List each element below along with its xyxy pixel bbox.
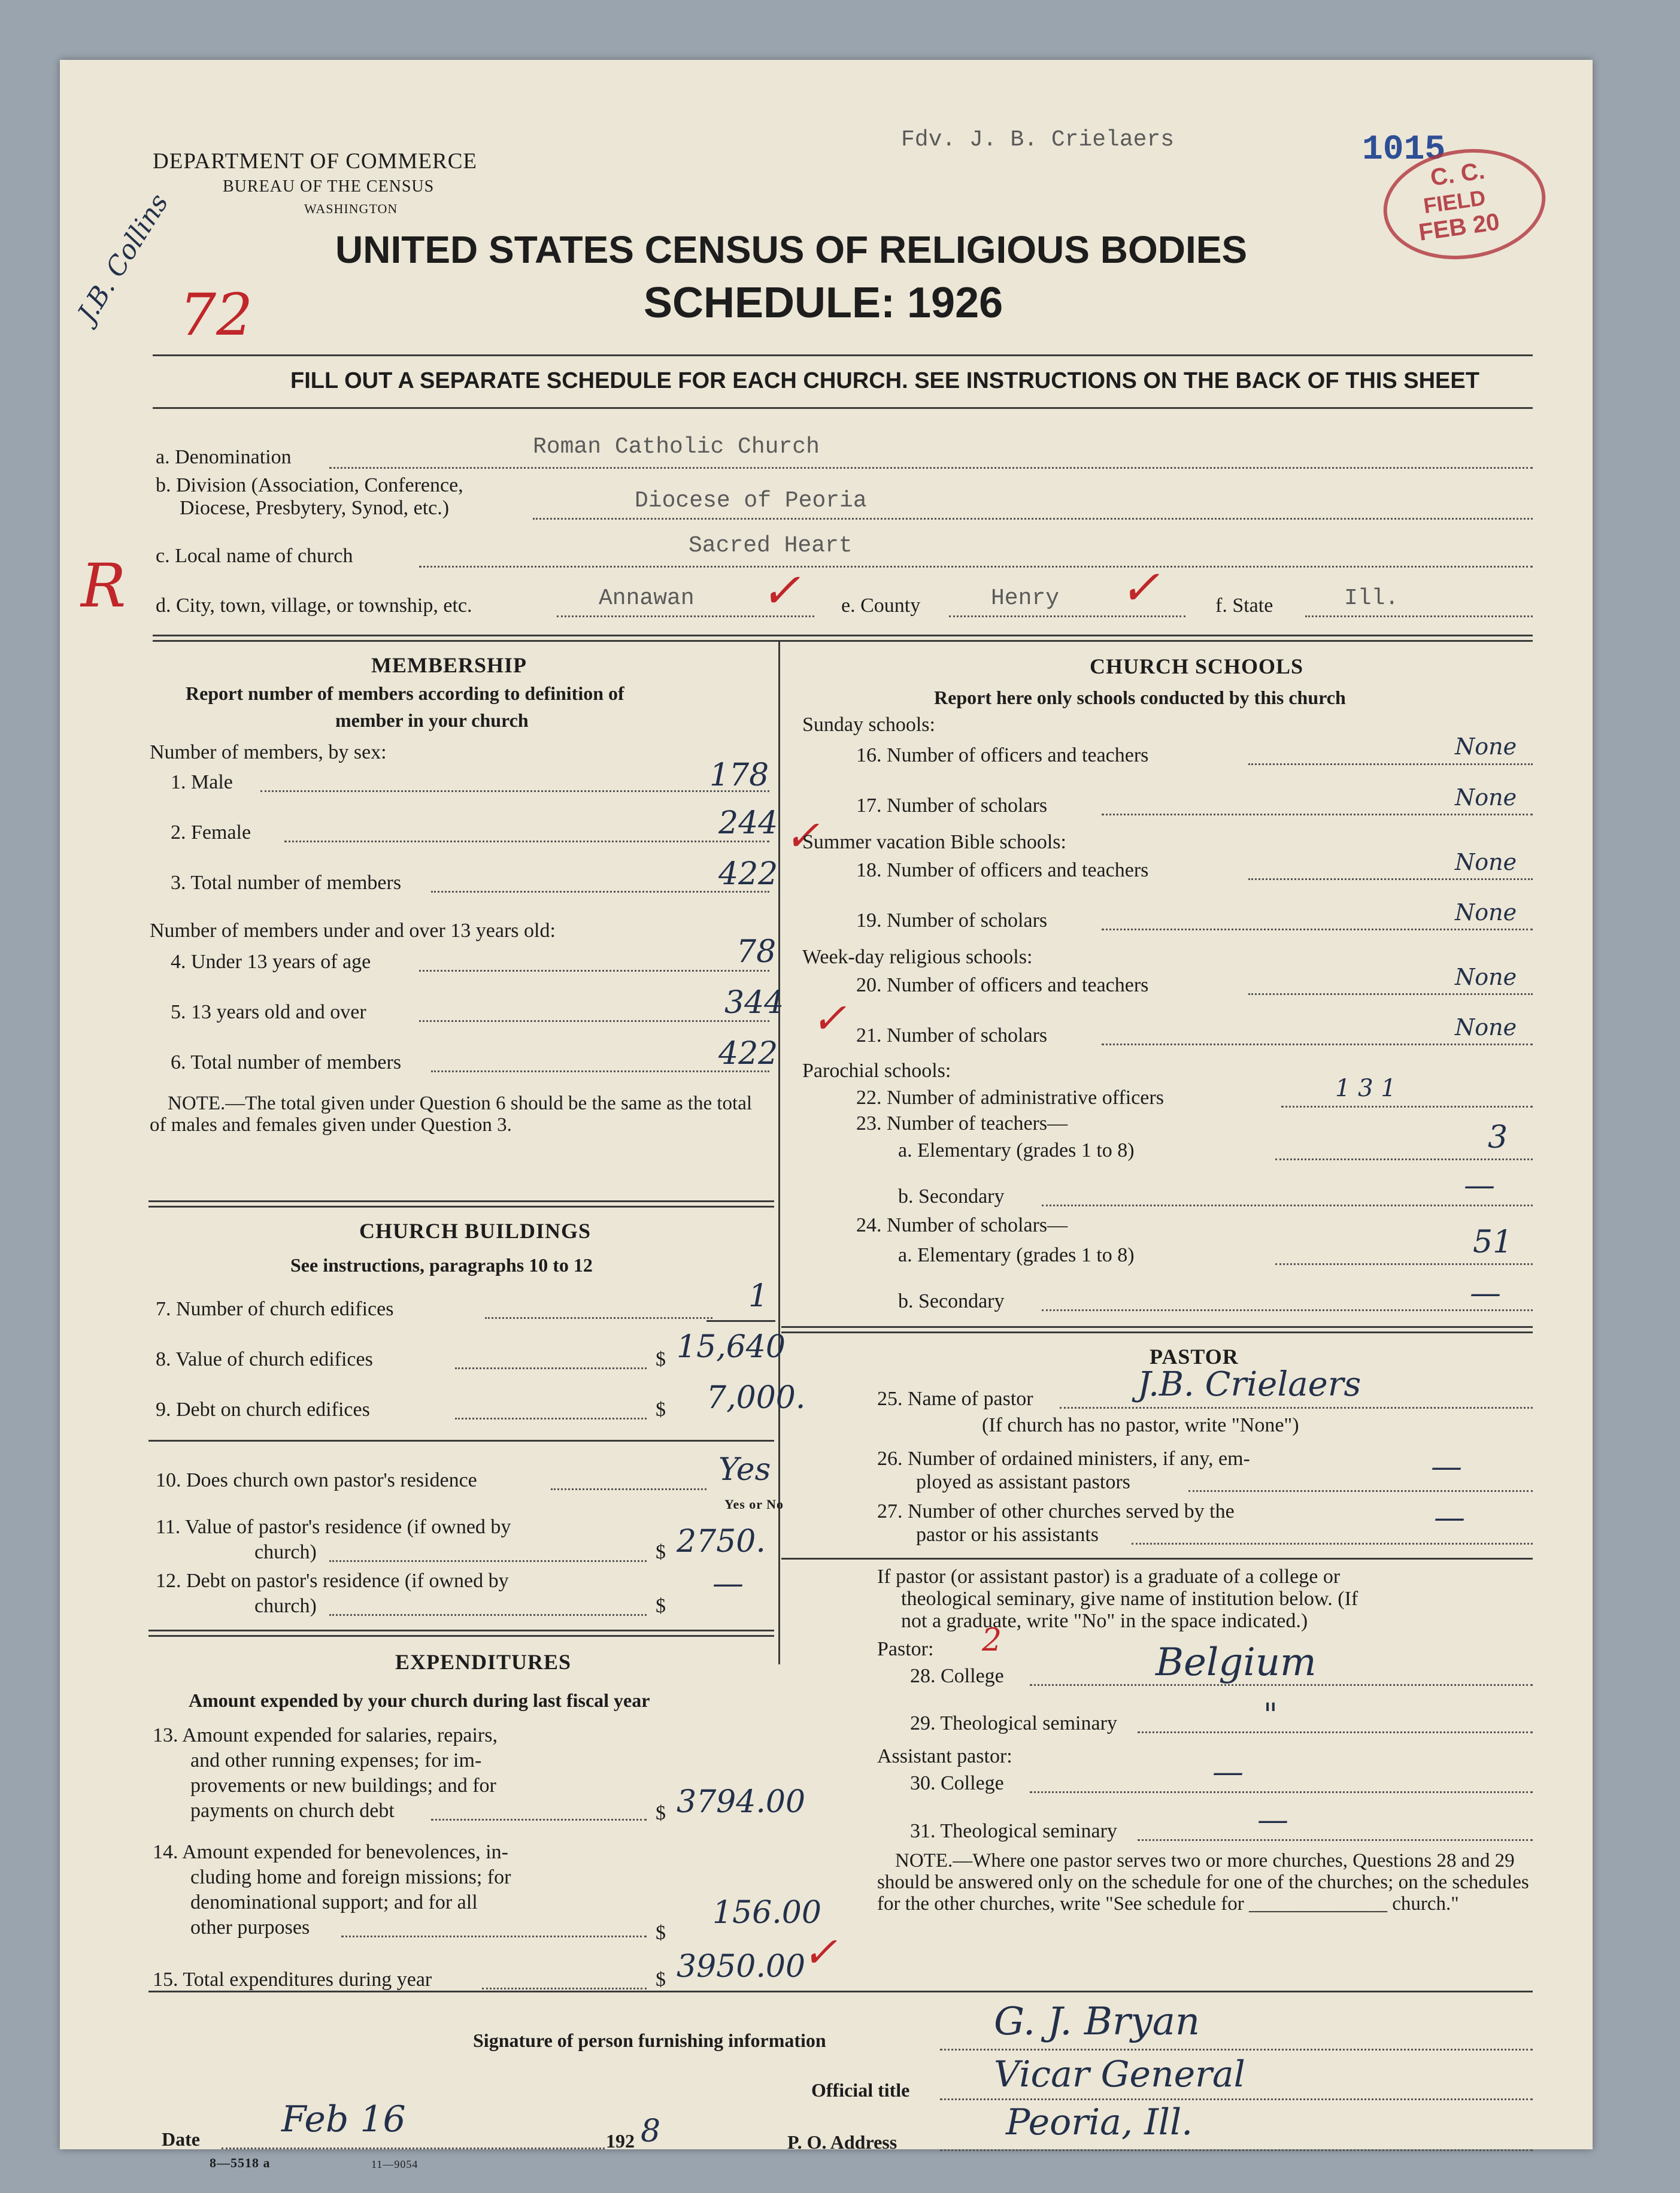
dollar-sign: $ xyxy=(656,1968,666,1991)
dotted-line xyxy=(1030,1791,1533,1793)
q14-label-2: cluding home and foreign missions; for xyxy=(190,1866,511,1888)
q14-label-1: 14. Amount expended for benevolences, in- xyxy=(153,1841,508,1863)
q12-label: 12. Debt on pastor's residence (if owned by xyxy=(156,1570,509,1592)
weekday-schools-label: Week-day religious schools: xyxy=(802,946,1033,968)
date-label: Date xyxy=(162,2128,200,2150)
q19-label: 19. Number of scholars xyxy=(856,909,1048,932)
red-check-mark: ✓ xyxy=(802,1928,838,1977)
q23b-label: b. Secondary xyxy=(898,1185,1005,1208)
q31-label: 31. Theological seminary xyxy=(910,1820,1117,1842)
dotted-line xyxy=(419,970,769,972)
census-schedule-sheet xyxy=(60,60,1593,2170)
assistant-pastor-label: Assistant pastor: xyxy=(877,1745,1012,1767)
q10-label: 10. Does church own pastor's residence xyxy=(156,1469,477,1491)
dotted-line xyxy=(419,566,1533,568)
po-address-label: P. O. Address xyxy=(787,2131,897,2153)
answer-line xyxy=(706,1320,775,1322)
q3-label: 3. Total number of members xyxy=(171,872,402,894)
dotted-line xyxy=(940,2049,1533,2051)
divider xyxy=(781,1558,1533,1560)
official-title-value: Vicar General xyxy=(994,2054,1245,2095)
divider xyxy=(153,407,1533,409)
q15-value: 3950.00 xyxy=(677,1949,806,1985)
dotted-line xyxy=(1275,1263,1533,1265)
q30-value: — xyxy=(1212,1754,1244,1790)
q20-value: None xyxy=(1455,964,1517,990)
dotted-line xyxy=(1275,1158,1533,1160)
parochial-schools-label: Parochial schools: xyxy=(802,1060,951,1082)
membership-subheading: Report number of members according to definition of xyxy=(186,683,624,704)
dotted-line xyxy=(1188,1490,1533,1492)
state-value: Ill. xyxy=(1344,586,1399,611)
yes-or-no-hint: Yes or No xyxy=(724,1497,784,1512)
dotted-line xyxy=(260,790,769,792)
dotted-line xyxy=(1281,1106,1533,1108)
q26-label-1: 26. Number of ordained ministers, if any, em- xyxy=(877,1448,1250,1470)
membership-subheading-2: member in your church xyxy=(335,709,529,731)
q9-label: 9. Debt on church edifices xyxy=(156,1399,370,1421)
section-divider xyxy=(781,1326,1533,1333)
graduate-instruction-3: not a graduate, write "No" in the space indicated.) xyxy=(901,1610,1308,1632)
q8-label: 8. Value of church edifices xyxy=(156,1348,373,1370)
q12-label-2: church) xyxy=(254,1595,317,1617)
dotted-line xyxy=(341,1936,647,1937)
division-label-2: Diocese, Presbytery, Synod, etc.) xyxy=(180,497,450,519)
q11-value: 2750. xyxy=(677,1524,766,1560)
q6-value: 422 xyxy=(718,1036,778,1072)
dotted-line xyxy=(485,1317,712,1319)
form-subtitle: SCHEDULE: 1926 xyxy=(644,279,1003,327)
divider xyxy=(153,354,1533,356)
q11-label: 11. Value of pastor's residence (if owned by xyxy=(156,1516,511,1538)
dotted-line xyxy=(1305,615,1533,617)
division-label: b. Division (Association, Conference, xyxy=(156,474,463,496)
dotted-line xyxy=(222,2147,605,2149)
dotted-line xyxy=(1042,1205,1533,1206)
q13-value: 3794.00 xyxy=(677,1784,806,1820)
q5-label: 5. 13 years old and over xyxy=(171,1001,366,1023)
po-address-value: Peoria, Ill. xyxy=(1006,2101,1193,2143)
graduate-instruction-2: theological seminary, give name of institution below. (If xyxy=(901,1588,1358,1610)
q2-value: 244 xyxy=(718,805,778,841)
q2-label: 2. Female xyxy=(171,821,251,844)
by-age-label: Number of members under and over 13 years old: xyxy=(150,920,556,942)
dotted-line xyxy=(1132,1543,1533,1545)
dotted-line xyxy=(455,1418,647,1419)
city-label: d. City, town, village, or township, etc. xyxy=(156,594,472,617)
dotted-line xyxy=(551,1488,706,1490)
q26-label-2: ployed as assistant pastors xyxy=(916,1471,1130,1493)
q6-label: 6. Total number of members xyxy=(171,1051,402,1073)
q13-label-4: payments on church debt xyxy=(190,1800,395,1822)
q19-value: None xyxy=(1455,899,1517,926)
q27-label-2: pastor or his assistants xyxy=(916,1524,1099,1546)
red-review-mark: R xyxy=(81,551,126,621)
denomination-value: Roman Catholic Church xyxy=(533,434,820,460)
q14-label-4: other purposes xyxy=(190,1916,310,1939)
signature-label: Signature of person furnishing information xyxy=(473,2030,826,2051)
dollar-sign: $ xyxy=(656,1922,666,1944)
q5-value: 344 xyxy=(724,985,784,1021)
schools-heading: CHURCH SCHOOLS xyxy=(1090,654,1304,678)
buildings-heading: CHURCH BUILDINGS xyxy=(359,1219,592,1243)
q12-value: — xyxy=(712,1566,744,1601)
dotted-line xyxy=(940,2098,1533,2100)
received-stamp: C. C. FIELD FEB 20 xyxy=(1376,139,1553,269)
form-instruction: FILL OUT A SEPARATE SCHEDULE FOR EACH CHURCH. SEE INSTRUCTIONS ON THE BACK OF THIS SHEET xyxy=(290,368,1479,393)
q25-value: J.B. Crielaers xyxy=(1138,1365,1361,1404)
pastor-label: Pastor: xyxy=(877,1638,934,1660)
q9-value: 7,000. xyxy=(706,1380,806,1416)
q13-label-3: provements or new buildings; and for xyxy=(190,1775,496,1797)
section-divider xyxy=(148,1630,774,1637)
q26-value: — xyxy=(1431,1449,1462,1485)
form-number: 8—5518 a xyxy=(210,2155,271,2170)
denomination-label: a. Denomination xyxy=(156,446,292,468)
q23a-value: 3 xyxy=(1488,1120,1508,1155)
expenditures-heading: EXPENDITURES xyxy=(395,1650,572,1674)
q24b-label: b. Secondary xyxy=(898,1290,1005,1312)
red-check-mark: ✓ xyxy=(760,563,801,618)
q7-value: 1 xyxy=(748,1278,769,1314)
dotted-line xyxy=(419,1020,769,1022)
county-value: Henry xyxy=(991,586,1060,611)
q16-value: None xyxy=(1455,733,1517,760)
department-name: DEPARTMENT OF COMMERCE xyxy=(153,149,477,174)
q21-value: None xyxy=(1455,1014,1517,1041)
summer-schools-label: Summer vacation Bible schools: xyxy=(802,831,1066,853)
local-name-label: c. Local name of church xyxy=(156,545,353,567)
pastor-heading: PASTOR xyxy=(1150,1345,1239,1369)
dotted-line xyxy=(1102,1044,1533,1045)
section-divider xyxy=(153,635,1533,642)
buildings-subheading: See instructions, paragraphs 10 to 12 xyxy=(290,1254,593,1276)
q24b-value: — xyxy=(1470,1275,1501,1311)
typed-pastor-name: Fdv. J. B. Crielaers xyxy=(901,127,1175,153)
dotted-line xyxy=(1060,1407,1533,1409)
q28-value: Belgium xyxy=(1156,1640,1317,1685)
q18-value: None xyxy=(1455,849,1517,875)
dotted-line xyxy=(1102,929,1533,930)
dotted-line xyxy=(1248,763,1533,765)
date-value: Feb 16 xyxy=(281,2098,406,2140)
red-tally-number: 72 xyxy=(180,281,253,348)
q22-value: 1 3 1 xyxy=(1335,1075,1396,1102)
dollar-sign: $ xyxy=(656,1595,666,1617)
q25-note: (If church has no pastor, write "None") xyxy=(982,1414,1299,1436)
serial-number: 1015 xyxy=(1362,131,1446,169)
graduate-instruction-1: If pastor (or assistant pastor) is a graduate of a college or xyxy=(877,1566,1341,1588)
by-sex-label: Number of members, by sex: xyxy=(150,741,387,763)
division-value: Diocese of Peoria xyxy=(635,488,867,514)
dotted-line xyxy=(1138,1839,1533,1841)
margin-signature: J.B. Collins xyxy=(72,188,175,328)
q17-value: None xyxy=(1455,784,1517,811)
pastor-red-mark: 2 xyxy=(982,1622,1002,1658)
q20-label: 20. Number of officers and teachers xyxy=(856,974,1149,996)
membership-heading: MEMBERSHIP xyxy=(371,653,527,677)
q30-label: 30. College xyxy=(910,1772,1004,1794)
dotted-line xyxy=(940,2149,1533,2151)
dollar-sign: $ xyxy=(656,1348,666,1370)
q10-value: Yes xyxy=(718,1452,771,1488)
q17-label: 17. Number of scholars xyxy=(856,794,1048,817)
dotted-line xyxy=(431,1819,647,1821)
city-value: Annawan xyxy=(599,586,695,611)
q23-label: 23. Number of teachers— xyxy=(856,1112,1068,1135)
red-check-mark: ✓ xyxy=(784,811,820,860)
dollar-sign: $ xyxy=(656,1399,666,1421)
year-prefix: 192 xyxy=(606,2130,635,2152)
q23a-label: a. Elementary (grades 1 to 8) xyxy=(898,1139,1135,1161)
q3-value: 422 xyxy=(718,856,778,892)
red-check-mark: ✓ xyxy=(811,994,847,1043)
q7-label: 7. Number of church edifices xyxy=(156,1298,394,1320)
dotted-line xyxy=(329,467,1533,469)
q14-label-3: denominational support; and for all xyxy=(190,1891,478,1913)
q25-label: 25. Name of pastor xyxy=(877,1388,1033,1410)
q27-value: — xyxy=(1434,1500,1465,1536)
divider xyxy=(148,1991,1533,1992)
q13-label-1: 13. Amount expended for salaries, repairs, xyxy=(153,1724,498,1746)
membership-note: NOTE.—The total given under Question 6 should be the same as the total of males and females given under Question 3. xyxy=(150,1093,753,1136)
red-check-mark: ✓ xyxy=(1120,560,1160,615)
q27-label-1: 27. Number of other churches served by the xyxy=(877,1500,1235,1522)
q24-label: 24. Number of scholars— xyxy=(856,1214,1068,1236)
q23b-value: — xyxy=(1464,1167,1495,1203)
local-name-value: Sacred Heart xyxy=(689,533,853,559)
official-title-label: Official title xyxy=(811,2079,910,2101)
divider xyxy=(148,1440,774,1442)
dotted-line xyxy=(329,1614,647,1616)
year-digit: 8 xyxy=(641,2113,661,2149)
q31-value: — xyxy=(1257,1802,1288,1838)
dotted-line xyxy=(1042,1309,1533,1311)
schools-subheading: Report here only schools conducted by this church xyxy=(934,687,1346,708)
sunday-schools-label: Sunday schools: xyxy=(802,714,935,736)
q22-label: 22. Number of administrative officers xyxy=(856,1087,1164,1109)
bureau-name: BUREAU OF THE CENSUS xyxy=(223,177,435,196)
dotted-line xyxy=(284,841,769,842)
q1-value: 178 xyxy=(709,757,769,793)
q18-label: 18. Number of officers and teachers xyxy=(856,859,1149,881)
county-label: e. County xyxy=(841,594,921,617)
expenditures-subheading: Amount expended by your church during last fiscal year xyxy=(189,1690,650,1711)
pastor-note: NOTE.—Where one pastor serves two or more churches, Questions 28 and 29 should be answered only on the schedule for one of the churches; on the schedules for the other churches, write "See schedule for ______________ church." xyxy=(877,1850,1529,1915)
q24a-label: a. Elementary (grades 1 to 8) xyxy=(898,1244,1135,1266)
q16-label: 16. Number of officers and teachers xyxy=(856,744,1149,766)
dotted-line xyxy=(482,1988,647,1989)
dotted-line xyxy=(1102,814,1533,815)
dotted-line xyxy=(455,1367,647,1369)
section-divider xyxy=(148,1200,774,1208)
q15-label: 15. Total expenditures during year xyxy=(153,1968,432,1991)
q4-value: 78 xyxy=(736,934,777,970)
dotted-line xyxy=(1248,878,1533,880)
q8-value: 15,640 xyxy=(677,1329,786,1365)
q24a-value: 51 xyxy=(1473,1224,1513,1260)
dotted-line xyxy=(1138,1731,1533,1733)
q1-label: 1. Male xyxy=(171,771,233,793)
dotted-line xyxy=(329,1560,647,1562)
dotted-line xyxy=(949,615,1185,617)
bureau-city: WASHINGTON xyxy=(304,201,398,216)
signature-value: G. J. Bryan xyxy=(994,2000,1200,2044)
dotted-line xyxy=(1248,993,1533,995)
q29-label: 29. Theological seminary xyxy=(910,1712,1117,1734)
q21-label: 21. Number of scholars xyxy=(856,1024,1048,1047)
state-label: f. State xyxy=(1215,594,1273,617)
q4-label: 4. Under 13 years of age xyxy=(171,951,371,973)
print-number: 11—9054 xyxy=(371,2158,419,2170)
q29-value: " xyxy=(1263,1697,1278,1733)
q28-label: 28. College xyxy=(910,1665,1004,1687)
dotted-line xyxy=(533,518,1533,520)
q14-value: 156.00 xyxy=(712,1895,821,1931)
q11-label-2: church) xyxy=(254,1541,317,1563)
dollar-sign: $ xyxy=(656,1802,666,1824)
dollar-sign: $ xyxy=(656,1541,666,1563)
form-title: UNITED STATES CENSUS OF RELIGIOUS BODIES xyxy=(335,228,1248,271)
q13-label-2: and other running expenses; for im- xyxy=(190,1749,482,1772)
